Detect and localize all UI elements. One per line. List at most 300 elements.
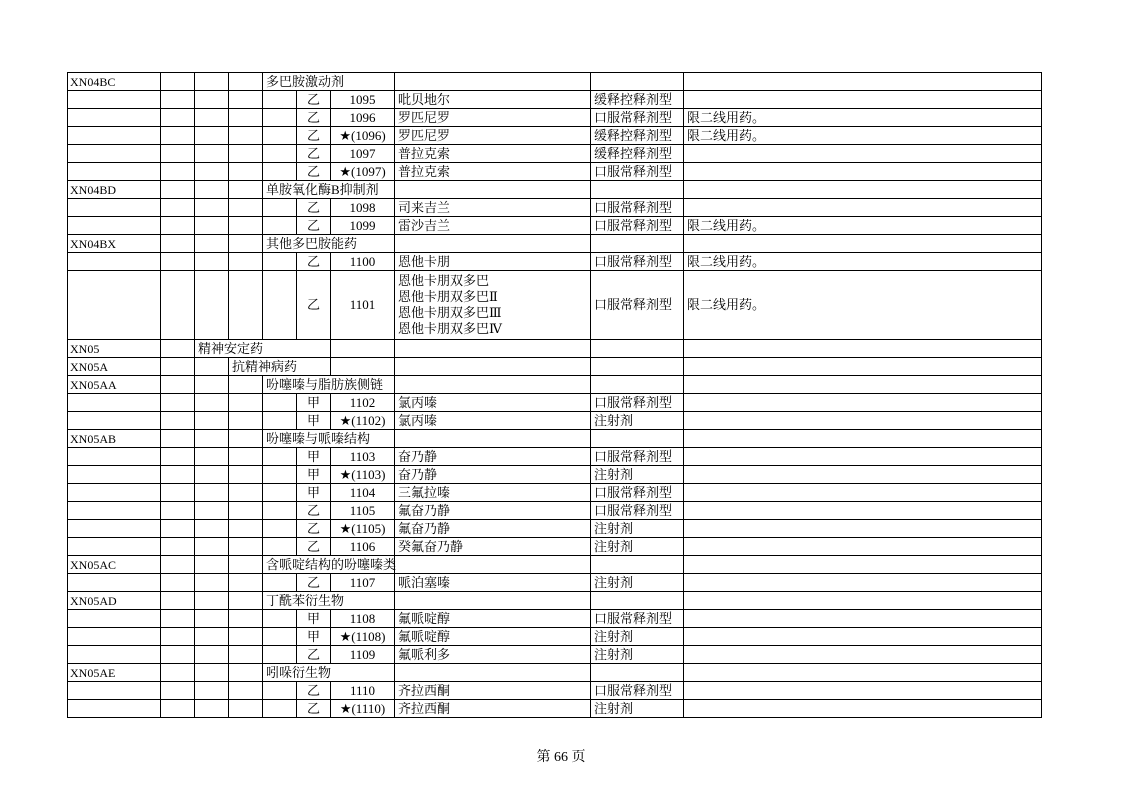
dosage-form-cell: 注射剂 [591, 646, 684, 664]
empty-cell [263, 145, 297, 163]
empty-cell [263, 610, 297, 628]
grade-cell: 甲 [297, 466, 331, 484]
empty-cell [68, 538, 161, 556]
empty-cell [591, 664, 684, 682]
drug-name: 普拉克索 [398, 145, 451, 161]
item-number-cell: 1108 [331, 610, 395, 628]
empty-cell [68, 700, 161, 718]
empty-cell [684, 376, 1042, 394]
empty-cell [591, 73, 684, 91]
empty-cell [195, 592, 229, 610]
empty-cell [229, 109, 263, 127]
empty-cell [263, 271, 297, 340]
item-number-cell: 1095 [331, 91, 395, 109]
category-title-cell: 吩噻嗪与哌嗪结构 [263, 430, 395, 448]
empty-cell [684, 592, 1042, 610]
empty-cell [229, 448, 263, 466]
empty-cell [591, 235, 684, 253]
empty-cell [229, 412, 263, 430]
atc-code-cell: XN04BX [68, 235, 161, 253]
empty-cell [263, 412, 297, 430]
drug-name-cell [395, 484, 591, 502]
drug-row [68, 538, 1042, 556]
empty-cell [229, 127, 263, 145]
dosage-form-cell: 口服常释剂型 [591, 253, 684, 271]
empty-cell [591, 430, 684, 448]
empty-cell [161, 109, 195, 127]
drug-name: 恩他卡朋双多巴 [398, 273, 490, 288]
empty-cell [68, 628, 161, 646]
item-number-cell: 1104 [331, 484, 395, 502]
empty-cell [195, 358, 229, 376]
empty-cell [195, 538, 229, 556]
empty-cell [591, 358, 684, 376]
remarks-cell: 限二线用药。 [684, 271, 1042, 340]
remarks-cell [684, 538, 1042, 556]
empty-cell [331, 358, 395, 376]
category-title-cell: 抗精神病药 [229, 358, 331, 376]
grade-cell: 甲 [297, 448, 331, 466]
empty-cell [195, 646, 229, 664]
drug-name: 齐拉西酮 [398, 700, 451, 716]
category-title-cell: 其他多巴胺能药 [263, 235, 395, 253]
empty-cell [263, 682, 297, 700]
dosage-form-cell: 注射剂 [591, 700, 684, 718]
remarks-cell: 限二线用药。 [684, 217, 1042, 235]
item-number-cell: 1110 [331, 682, 395, 700]
dosage-form-cell: 注射剂 [591, 412, 684, 430]
drug-name: 氯丙嗪 [398, 394, 438, 410]
item-number-cell: 1107 [331, 574, 395, 592]
empty-cell [229, 484, 263, 502]
empty-cell [195, 217, 229, 235]
empty-cell [395, 340, 591, 358]
drug-name-cell [395, 412, 591, 430]
item-number-cell: 1096 [331, 109, 395, 127]
empty-cell [229, 181, 263, 199]
item-number-cell: ★(1096) [331, 127, 395, 145]
empty-cell [263, 502, 297, 520]
table-body [68, 73, 1042, 718]
empty-cell [68, 484, 161, 502]
empty-cell [263, 700, 297, 718]
empty-cell [263, 448, 297, 466]
grade-cell: 乙 [297, 127, 331, 145]
drug-name: 齐拉西酮 [398, 682, 451, 698]
empty-cell [161, 376, 195, 394]
dosage-form-cell: 口服常释剂型 [591, 271, 684, 340]
empty-cell [195, 502, 229, 520]
empty-cell [161, 430, 195, 448]
empty-cell [263, 217, 297, 235]
category-row [68, 556, 1042, 574]
empty-cell [161, 217, 195, 235]
drug-name: 司来吉兰 [398, 199, 451, 215]
empty-cell [161, 73, 195, 91]
empty-cell [68, 127, 161, 145]
empty-cell [195, 448, 229, 466]
item-number-cell: 1106 [331, 538, 395, 556]
empty-cell [591, 181, 684, 199]
drug-name: 氟哌利多 [398, 646, 451, 662]
empty-cell [68, 199, 161, 217]
item-number-cell: 1101 [331, 271, 395, 340]
empty-cell [195, 466, 229, 484]
drug-row [68, 217, 1042, 235]
grade-cell: 乙 [297, 646, 331, 664]
empty-cell [229, 235, 263, 253]
item-number-cell: ★(1105) [331, 520, 395, 538]
dosage-form-cell: 口服常释剂型 [591, 682, 684, 700]
category-row [68, 592, 1042, 610]
empty-cell [229, 610, 263, 628]
empty-cell [161, 610, 195, 628]
empty-cell [68, 502, 161, 520]
drug-row [68, 610, 1042, 628]
empty-cell [68, 448, 161, 466]
empty-cell [161, 538, 195, 556]
atc-code-cell: XN05 [68, 340, 161, 358]
category-title-cell: 吲哚衍生物 [263, 664, 395, 682]
drug-list-table [67, 72, 1042, 718]
empty-cell [229, 199, 263, 217]
empty-cell [195, 610, 229, 628]
drug-row [68, 646, 1042, 664]
empty-cell [263, 163, 297, 181]
empty-cell [591, 376, 684, 394]
empty-cell [68, 145, 161, 163]
empty-cell [229, 145, 263, 163]
empty-cell [161, 235, 195, 253]
empty-cell [229, 574, 263, 592]
drug-name: 氟奋乃静 [398, 502, 451, 518]
empty-cell [195, 574, 229, 592]
empty-cell [263, 127, 297, 145]
atc-code-cell: XN04BD [68, 181, 161, 199]
grade-cell: 甲 [297, 484, 331, 502]
empty-cell [263, 574, 297, 592]
empty-cell [684, 430, 1042, 448]
empty-cell [229, 430, 263, 448]
empty-cell [68, 217, 161, 235]
grade-cell: 甲 [297, 412, 331, 430]
empty-cell [229, 271, 263, 340]
dosage-form-cell: 口服常释剂型 [591, 163, 684, 181]
item-number-cell: ★(1102) [331, 412, 395, 430]
dosage-form-cell: 口服常释剂型 [591, 394, 684, 412]
empty-cell [395, 592, 591, 610]
drug-row [68, 91, 1042, 109]
empty-cell [229, 592, 263, 610]
remarks-cell [684, 646, 1042, 664]
empty-cell [195, 271, 229, 340]
empty-cell [161, 664, 195, 682]
item-number-cell: 1102 [331, 394, 395, 412]
empty-cell [161, 700, 195, 718]
drug-row [68, 271, 1042, 340]
grade-cell: 乙 [297, 253, 331, 271]
category-row [68, 235, 1042, 253]
empty-cell [195, 253, 229, 271]
empty-cell [229, 556, 263, 574]
grade-cell: 乙 [297, 700, 331, 718]
drug-name-cell [395, 610, 591, 628]
category-title-cell: 单胺氧化酶B抑制剂 [263, 181, 395, 199]
dosage-form-cell: 口服常释剂型 [591, 109, 684, 127]
empty-cell [161, 484, 195, 502]
empty-cell [161, 271, 195, 340]
drug-name: 恩他卡朋 [398, 253, 451, 269]
dosage-form-cell: 口服常释剂型 [591, 502, 684, 520]
empty-cell [395, 235, 591, 253]
drug-row [68, 520, 1042, 538]
dosage-form-cell: 缓释控释剂型 [591, 145, 684, 163]
empty-cell [161, 628, 195, 646]
empty-cell [195, 412, 229, 430]
dosage-form-cell: 注射剂 [591, 538, 684, 556]
empty-cell [395, 358, 591, 376]
drug-name-cell [395, 199, 591, 217]
empty-cell [684, 235, 1042, 253]
empty-cell [229, 664, 263, 682]
drug-name-cell [395, 217, 591, 235]
drug-name: 雷沙吉兰 [398, 217, 451, 233]
empty-cell [68, 163, 161, 181]
empty-cell [263, 484, 297, 502]
category-title-cell: 精神安定药 [195, 340, 331, 358]
drug-name: 罗匹尼罗 [398, 127, 451, 143]
empty-cell [161, 340, 195, 358]
drug-name-cell [395, 127, 591, 145]
grade-cell: 乙 [297, 271, 331, 340]
empty-cell [395, 181, 591, 199]
empty-cell [68, 646, 161, 664]
drug-name-cell [395, 646, 591, 664]
item-number-cell: ★(1103) [331, 466, 395, 484]
item-number-cell: 1109 [331, 646, 395, 664]
empty-cell [229, 376, 263, 394]
empty-cell [229, 502, 263, 520]
empty-cell [263, 520, 297, 538]
empty-cell [68, 412, 161, 430]
empty-cell [68, 574, 161, 592]
empty-cell [161, 556, 195, 574]
drug-name: 氟哌啶醇 [398, 628, 451, 644]
empty-cell [229, 466, 263, 484]
empty-cell [68, 466, 161, 484]
empty-cell [229, 217, 263, 235]
empty-cell [68, 109, 161, 127]
drug-name-cell [395, 109, 591, 127]
drug-name: 罗匹尼罗 [398, 109, 451, 125]
empty-cell [263, 109, 297, 127]
remarks-cell [684, 502, 1042, 520]
empty-cell [229, 163, 263, 181]
drug-name-cell [395, 628, 591, 646]
empty-cell [161, 520, 195, 538]
item-number-cell: 1103 [331, 448, 395, 466]
drug-name: 氯丙嗪 [398, 412, 438, 428]
drug-name-cell [395, 502, 591, 520]
category-title-cell: 吩噻嗪与脂肪族侧链 [263, 376, 395, 394]
drug-name-cell [395, 91, 591, 109]
drug-row [68, 628, 1042, 646]
atc-code-cell: XN05AC [68, 556, 161, 574]
category-row [68, 664, 1042, 682]
grade-cell: 乙 [297, 574, 331, 592]
empty-cell [591, 556, 684, 574]
empty-cell [161, 682, 195, 700]
remarks-cell [684, 412, 1042, 430]
empty-cell [229, 253, 263, 271]
dosage-form-cell: 口服常释剂型 [591, 217, 684, 235]
empty-cell [68, 682, 161, 700]
empty-cell [263, 538, 297, 556]
empty-cell [68, 610, 161, 628]
empty-cell [684, 556, 1042, 574]
dosage-form-cell: 注射剂 [591, 628, 684, 646]
drug-name: 三氟拉嗪 [398, 484, 451, 500]
remarks-cell [684, 91, 1042, 109]
drug-name: 恩他卡朋双多巴Ⅳ [398, 321, 503, 336]
empty-cell [68, 394, 161, 412]
drug-name-cell [395, 682, 591, 700]
item-number-cell: 1100 [331, 253, 395, 271]
empty-cell [331, 340, 395, 358]
empty-cell [195, 628, 229, 646]
empty-cell [195, 127, 229, 145]
grade-cell: 乙 [297, 502, 331, 520]
empty-cell [161, 358, 195, 376]
category-row [68, 340, 1042, 358]
empty-cell [68, 520, 161, 538]
empty-cell [161, 199, 195, 217]
drug-name: 哌泊塞嗪 [398, 574, 451, 590]
dosage-form-cell: 口服常释剂型 [591, 610, 684, 628]
atc-code-cell: XN05AB [68, 430, 161, 448]
grade-cell: 甲 [297, 394, 331, 412]
remarks-cell: 限二线用药。 [684, 253, 1042, 271]
drug-name-cell [395, 538, 591, 556]
grade-cell: 乙 [297, 520, 331, 538]
empty-cell [195, 376, 229, 394]
empty-cell [395, 664, 591, 682]
remarks-cell [684, 484, 1042, 502]
dosage-form-cell: 口服常释剂型 [591, 199, 684, 217]
drug-name-cell [395, 145, 591, 163]
dosage-form-cell: 缓释控释剂型 [591, 127, 684, 145]
atc-code-cell: XN05AA [68, 376, 161, 394]
empty-cell [195, 556, 229, 574]
remarks-cell [684, 394, 1042, 412]
item-number-cell: 1099 [331, 217, 395, 235]
grade-cell: 乙 [297, 199, 331, 217]
drug-row [68, 682, 1042, 700]
drug-row [68, 448, 1042, 466]
empty-cell [161, 394, 195, 412]
empty-cell [229, 394, 263, 412]
drug-row [68, 394, 1042, 412]
empty-cell [263, 466, 297, 484]
drug-name: 氟哌啶醇 [398, 610, 451, 626]
drug-name: 氟奋乃静 [398, 520, 451, 536]
empty-cell [161, 145, 195, 163]
grade-cell: 乙 [297, 109, 331, 127]
remarks-cell: 限二线用药。 [684, 127, 1042, 145]
empty-cell [195, 91, 229, 109]
empty-cell [263, 628, 297, 646]
empty-cell [263, 91, 297, 109]
drug-name-cell [395, 574, 591, 592]
empty-cell [161, 91, 195, 109]
drug-name: 恩他卡朋双多巴Ⅱ [398, 289, 498, 304]
drug-name-cell [395, 466, 591, 484]
drug-name: 恩他卡朋双多巴Ⅲ [398, 305, 502, 320]
drug-row [68, 199, 1042, 217]
remarks-cell [684, 628, 1042, 646]
empty-cell [263, 253, 297, 271]
grade-cell: 乙 [297, 163, 331, 181]
atc-code-cell: XN05A [68, 358, 161, 376]
category-title-cell: 多巴胺激动剂 [263, 73, 395, 91]
empty-cell [229, 73, 263, 91]
drug-row [68, 574, 1042, 592]
dosage-form-cell: 口服常释剂型 [591, 448, 684, 466]
drug-name-cell [395, 520, 591, 538]
empty-cell [195, 664, 229, 682]
remarks-cell [684, 574, 1042, 592]
empty-cell [195, 163, 229, 181]
empty-cell [229, 520, 263, 538]
category-row [68, 181, 1042, 199]
category-row [68, 376, 1042, 394]
item-number-cell: 1105 [331, 502, 395, 520]
empty-cell [195, 682, 229, 700]
drug-name: 奋乃静 [398, 448, 438, 464]
empty-cell [161, 574, 195, 592]
remarks-cell [684, 700, 1042, 718]
drug-row [68, 127, 1042, 145]
grade-cell: 甲 [297, 610, 331, 628]
empty-cell [195, 181, 229, 199]
item-number-cell: ★(1108) [331, 628, 395, 646]
empty-cell [395, 376, 591, 394]
grade-cell: 乙 [297, 217, 331, 235]
empty-cell [684, 181, 1042, 199]
empty-cell [229, 628, 263, 646]
empty-cell [195, 700, 229, 718]
empty-cell [195, 394, 229, 412]
drug-name-cell [395, 271, 591, 340]
empty-cell [591, 592, 684, 610]
empty-cell [161, 253, 195, 271]
empty-cell [161, 448, 195, 466]
dosage-form-cell: 注射剂 [591, 520, 684, 538]
empty-cell [195, 520, 229, 538]
grade-cell: 乙 [297, 682, 331, 700]
empty-cell [161, 592, 195, 610]
empty-cell [684, 340, 1042, 358]
grade-cell: 乙 [297, 91, 331, 109]
drug-row [68, 109, 1042, 127]
drug-name: 奋乃静 [398, 466, 438, 482]
drug-row [68, 412, 1042, 430]
drug-row [68, 484, 1042, 502]
remarks-cell [684, 448, 1042, 466]
item-number-cell: ★(1110) [331, 700, 395, 718]
empty-cell [161, 646, 195, 664]
drug-row [68, 253, 1042, 271]
